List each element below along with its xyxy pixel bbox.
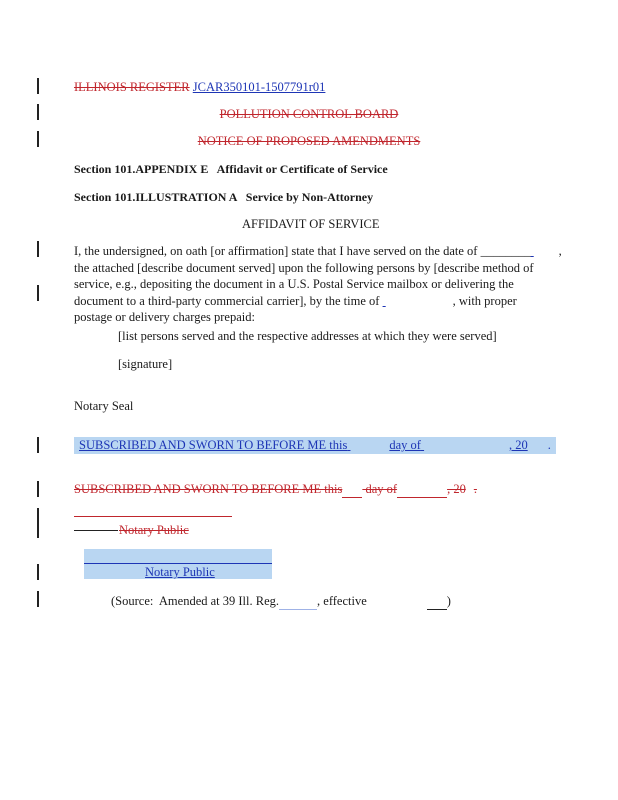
affidavit-line-4: document to a third-party commercial carrier], by the time of [74, 293, 380, 308]
effective-blank-inserted [367, 594, 427, 609]
effective-blank [427, 594, 447, 610]
sworn-new-dot: . [547, 438, 551, 452]
source-note [111, 594, 451, 610]
sworn-old-day-of: day of [365, 482, 398, 496]
sworn-old-line [74, 482, 477, 498]
board-heading: POLLUTION CONTROL BOARD [219, 107, 399, 121]
change-bar [37, 508, 39, 538]
section-illustration: Section 101.ILLUSTRATION A Service by Non-Attorney [74, 190, 374, 204]
sworn-new-text: SUBSCRIBED AND SWORN TO BEFORE ME this [79, 438, 348, 452]
change-bar [37, 591, 39, 607]
notice-heading: NOTICE OF PROPOSED AMENDMENTS [197, 134, 421, 148]
register-code: JCAR350101-1507791r01 [192, 80, 326, 94]
change-bar [37, 285, 39, 301]
affidavit-line-1: I, the undersigned, on oath [or affirmation] state that I have served on the date of [74, 244, 481, 258]
change-bar [37, 241, 39, 257]
old-month-blank [397, 482, 447, 498]
sworn-old-dot: . [473, 482, 477, 496]
day-blank [347, 438, 389, 453]
sworn-new-year: , 20 [508, 438, 528, 452]
sworn-old-year: , 20 [447, 482, 466, 496]
source-text-c: ) [446, 594, 451, 608]
change-bar [37, 564, 39, 580]
affidavit-line-3: service, e.g., depositing the document in a U.S. Postal Service mailbox or delivering the [74, 277, 514, 291]
register-header [74, 80, 325, 95]
reg-blank [279, 594, 317, 610]
affidavit-title: AFFIDAVIT OF SERVICE [242, 217, 380, 231]
register-struck: ILLINOIS REGISTER [74, 80, 190, 94]
affidavit-line-5: postage or delivery charges prepaid: [74, 310, 255, 324]
signature: [signature] [118, 357, 173, 371]
time-blank [383, 293, 453, 310]
change-bar [37, 481, 39, 497]
old-signature-line [74, 516, 232, 517]
notary-seal: Notary Seal [74, 399, 134, 413]
affidavit-line-2: the attached [describe document served] upon the following persons by [describe method of [74, 260, 534, 275]
sworn-old-text: SUBSCRIBED AND SWORN TO BEFORE ME this [74, 482, 343, 496]
list-persons: [list persons served and the respective addresses at which they were served] [118, 329, 497, 343]
old-signature-line-2 [74, 530, 118, 531]
notary-public-old: Notary Public [119, 523, 189, 537]
affidavit-paragraph [74, 243, 562, 326]
month-blank [421, 438, 509, 453]
section-appendix: Section 101.APPENDIX E Affidavit or Certificate of Service [74, 162, 388, 176]
source-text-a: (Source: Amended at 39 Ill. Reg. [111, 594, 280, 608]
date-blank-inserted [531, 243, 559, 260]
comma: , [558, 244, 562, 258]
sworn-new-day-of: day of [389, 438, 421, 452]
source-text-b: , effective [317, 594, 367, 608]
new-signature-line [84, 563, 272, 564]
sworn-new-line [79, 438, 551, 453]
date-blank: ________ [480, 244, 531, 258]
notary-public-new: Notary Public [145, 565, 215, 579]
change-bar [37, 78, 39, 94]
affidavit-line-4-end: , with proper [452, 293, 517, 308]
old-day-blank [342, 482, 362, 498]
change-bar [37, 437, 39, 453]
